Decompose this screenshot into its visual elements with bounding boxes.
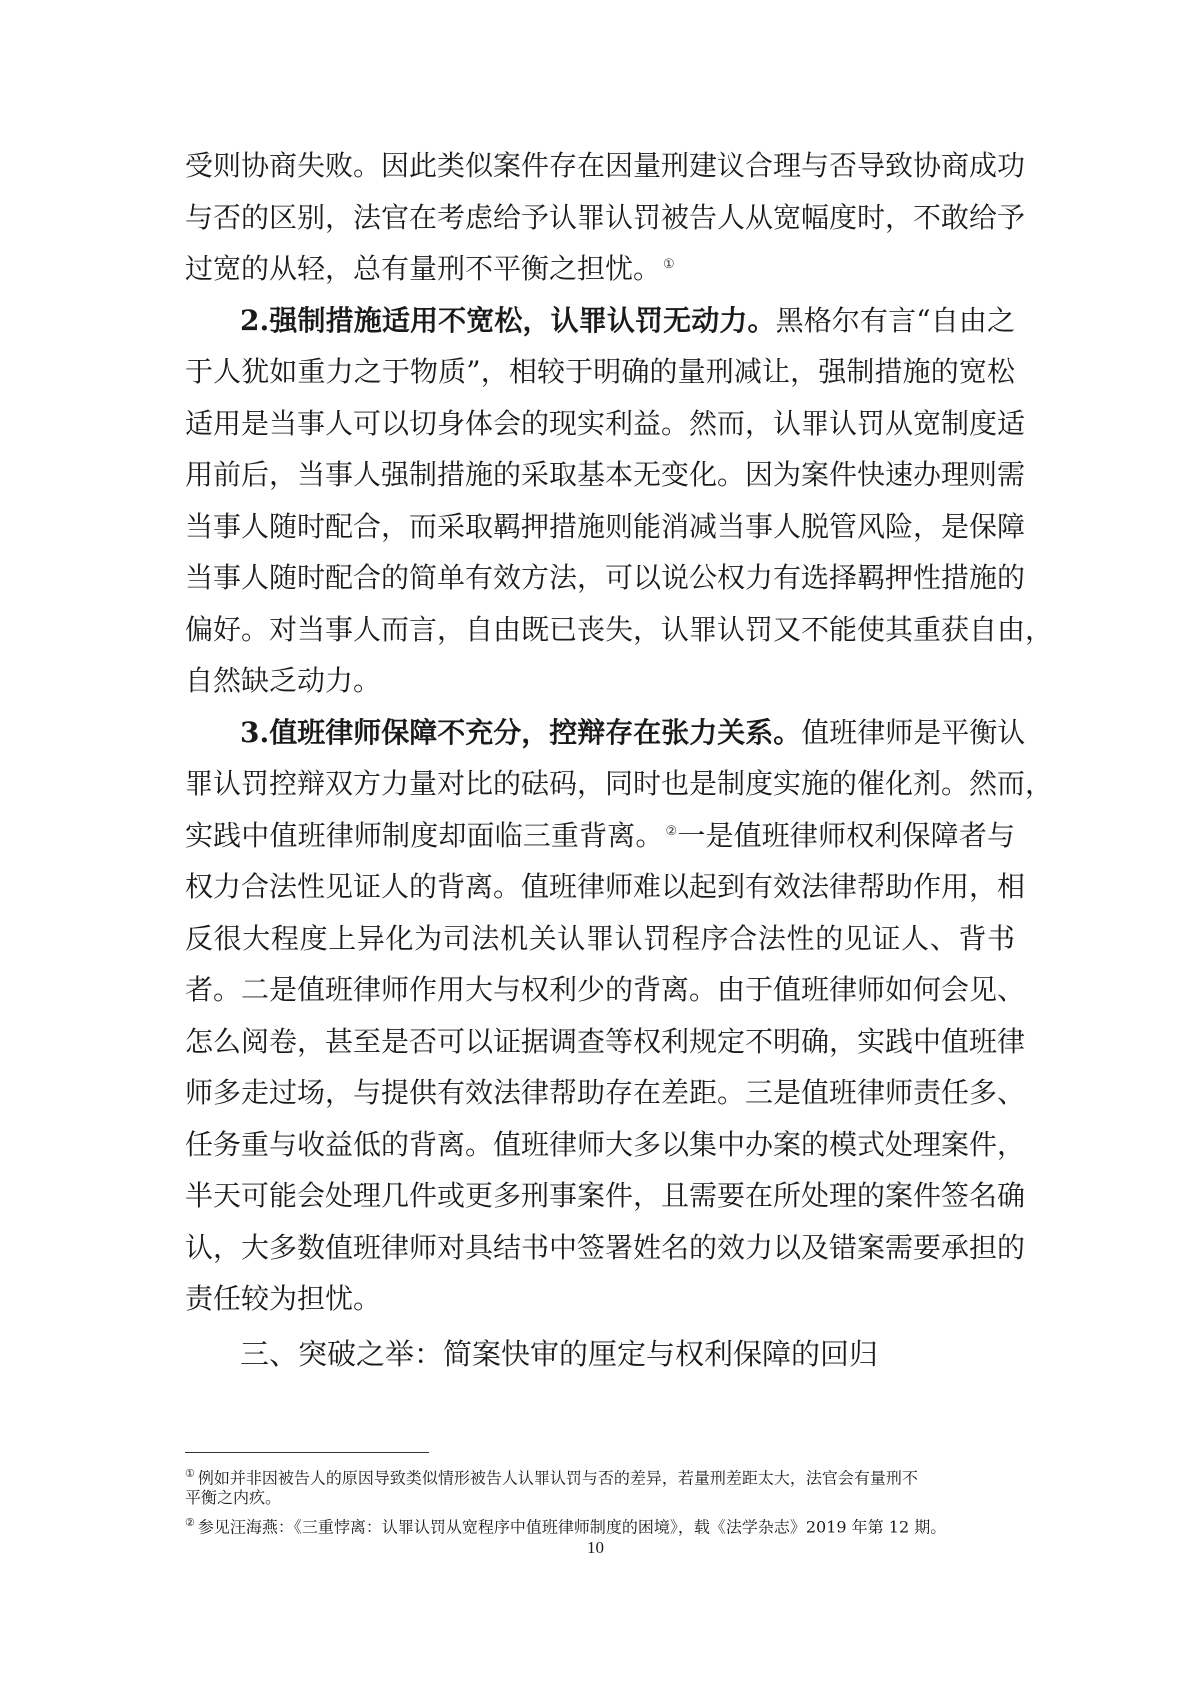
paragraph-2-line-3: 适用是当事人可以切身体会的现实利益。然而，认罪认罚从宽制度适 [185,407,1026,440]
paragraph-3-line-11: 认，大多数值班律师对具结书中签署姓名的效力以及错案需要承担的 [185,1231,1026,1264]
paragraph-3-line-5: 反很大程度上异化为司法机关认罪认罚程序合法性的见证人、背书 [185,922,1015,955]
paragraph-3-line-9: 任务重与收益低的背离。值班律师大多以集中办案的模式处理案件， [185,1128,1026,1161]
paragraph-3-line-4: 权力合法性见证人的背离。值班律师难以起到有效法律帮助作用，相 [185,870,1026,903]
paragraph-2-lead: 黑格尔有言“自由之 [775,304,1015,337]
footnote-ref-1[interactable]: ① [663,256,675,272]
paragraph-2-line-1 [240,301,1015,341]
paragraph-3-line-7: 怎么阅卷，甚至是否可以证据调查等权利规定不明确，实践中值班律 [185,1025,1026,1058]
page-number: 10 [587,1538,604,1557]
paragraph-3-line-10: 半天可能会处理几件或更多刑事案件，且需要在所处理的案件签名确 [185,1179,1026,1212]
paragraph-2-line-8: 自然缺乏动力。 [185,664,382,697]
paragraph-3-line-3-before: 实践中值班律师制度却面临三重背离。 [185,819,664,852]
paragraph-3-line-2: 罪认罚控辩双方力量对比的砝码，同时也是制度实施的催化剂。然而， [185,767,1054,800]
paragraph-2-line-2: 于人犹如重力之于物质”，相较于明确的量刑减让，强制措施的宽松 [185,355,1015,388]
footnote-1-text: 例如并非因被告人的原因导致类似情形被告人认罪认罚与否的差异，若量刑差距太大，法官会有量刑不 [197,1468,918,1488]
paragraph-3-lead: 值班律师是平衡认 [801,716,1026,749]
footnote-2 [185,1511,1015,1539]
paragraph-2-line-6: 当事人随时配合的简单有效方法，可以说公权力有选择羁押性措施的 [185,561,1026,594]
paragraph-2-line-4: 用前后，当事人强制措施的采取基本无变化。因为案件快速办理则需 [185,458,1026,491]
footnote-1-line-2: 平衡之内疚。 [185,1488,282,1507]
paragraph-1-text: 过宽的从轻，总有量刑不平衡之担忧。 [185,252,662,285]
footnote-divider [185,1452,429,1453]
section-heading: 三、突破之举：简案快审的厘定与权利保障的回归 [240,1337,879,1371]
paragraph-3-line-6: 者。二是值班律师作用大与权利少的背离。由于值班律师如何会见、 [185,973,1026,1006]
paragraph-3-line-8: 师多走过场，与提供有效法律帮助存在差距。三是值班律师责任多、 [185,1076,1026,1109]
footnote-1-mark: ① [185,1467,195,1480]
footnote-ref-2[interactable]: ② [665,823,678,839]
paragraph-3-line-3 [185,816,1015,856]
paragraph-3-line-1 [240,713,1026,753]
footnote-2-mark: ② [185,1516,195,1529]
paragraph-3-line-3-after: 一是值班律师权利保障者与 [677,819,1015,852]
paragraph-2-line-5: 当事人随时配合，而采取羁押措施则能消减当事人脱管风险，是保障 [185,510,1026,543]
paragraph-2-heading: 2.强制措施适用不宽松，认罪认罚无动力。 [240,304,776,337]
footnote-2-text: 参见汪海燕：《三重悖离：认罪认罚从宽程序中值班律师制度的困境》，载《法学杂志》2019 年第 12 期。 [197,1517,947,1537]
paragraph-3-line-12: 责任较为担忧。 [185,1282,382,1315]
paragraph-3-heading: 3.值班律师保障不充分，控辩存在张力关系。 [240,716,802,749]
paragraph-1-line-3 [185,249,1015,289]
paragraph-1-line-1: 受则协商失败。因此类似案件存在因量刑建议合理与否导致协商成功 [185,149,1026,182]
paragraph-2-line-7: 偏好。对当事人而言，自由既已丧失，认罪认罚又不能使其重获自由， [185,613,1054,646]
paragraph-1-line-2: 与否的区别，法官在考虑给予认罪认罚被告人从宽幅度时，不敢给予 [185,201,1026,234]
